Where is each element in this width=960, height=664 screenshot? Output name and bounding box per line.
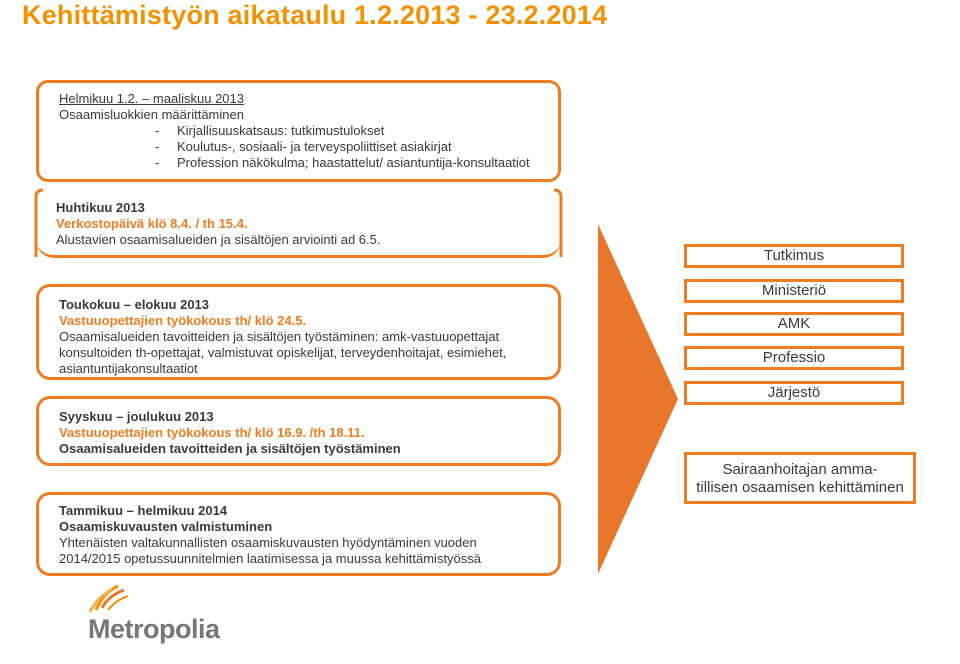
phase-text: Osaamisalueiden tavoitteiden ja sisältöjen työstäminen: amk-vastuuopettajat [59, 329, 500, 344]
phase-text: Osaamisalueiden tavoitteiden ja sisältöjen työstäminen [59, 441, 401, 456]
stakeholder-box: Ministeriö [684, 279, 904, 303]
logo-wordmark: Metropolia [88, 614, 220, 644]
phase-box-frame [33, 187, 564, 261]
phase-text: konsultoiden th-opettajat, valmistuvat opiskelijat, terveydenhoitajat, esimiehet, [59, 345, 507, 360]
phase-heading: Toukokuu – elokuu 2013 [59, 297, 210, 312]
bullet-text: Profession näkökulma; haastattelut/ asiantuntija-konsultaatiot [177, 155, 530, 170]
result-line: tillisen osaamisen kehittäminen [696, 479, 904, 496]
phase-text: Yhtenäisten valtakunnallisten osaamiskuvausten hyödyntäminen vuoden [59, 535, 477, 550]
phase-text: asiantuntijakonsultaatiot [59, 361, 198, 376]
bullet-item [59, 139, 558, 155]
phase-text: 2014/2015 opetussuunnitelmien laatimisessa ja muussa kehittämistyössä [59, 551, 482, 566]
bullet-item [59, 123, 558, 139]
phase-box-jan-feb-2014 [36, 492, 561, 576]
bullet-item [59, 155, 558, 171]
bullet-text: Koulutus-, sosiaali- ja terveyspoliittiset asiakirjat [177, 139, 452, 154]
slide-title: Kehittämistyön aikataulu 1.2.2013 - 23.2.2014 [22, 0, 608, 30]
bullet-text: Kirjallisuuskatsaus: tutkimustulokset [177, 123, 385, 138]
phase-heading: Huhtikuu 2013 [56, 200, 145, 215]
phase-meeting: Verkostopäivä klö 8.4. / th 15.4. [56, 216, 248, 231]
phase-subheading: Osaamiskuvausten valmistuminen [59, 519, 273, 534]
stakeholder-box: AMK [684, 312, 904, 336]
phase-box-may-aug-2013 [36, 284, 561, 380]
phase-box-feb-mar-2013 [36, 80, 561, 182]
phase-heading: Tammikuu – helmikuu 2014 [59, 503, 228, 518]
phase-heading: Helmikuu 1.2. – maaliskuu 2013 [59, 91, 244, 106]
phase-meeting: Vastuuopettajien työkokous th/ klö 24.5. [59, 313, 307, 328]
phase-box-sep-dec-2013 [36, 396, 561, 466]
chevron-arrow [598, 224, 678, 574]
result-line: Sairaanhoitajan amma- [722, 461, 878, 478]
phase-box-apr-2013 [36, 192, 561, 258]
result-box [684, 452, 916, 504]
stakeholder-box: Professio [684, 346, 904, 370]
stakeholder-box: Järjestö [684, 381, 904, 405]
phase-text: Alustavien osaamisalueiden ja sisältöjen arviointi ad 6.5. [56, 232, 381, 247]
phase-subheading: Osaamisluokkien määrittäminen [59, 107, 244, 122]
phase-meeting: Vastuuopettajien työkokous th/ klö 16.9. /th 18.11. [59, 425, 365, 440]
stakeholder-box: Tutkimus [684, 244, 904, 268]
phase-heading: Syyskuu – joulukuu 2013 [59, 409, 214, 424]
